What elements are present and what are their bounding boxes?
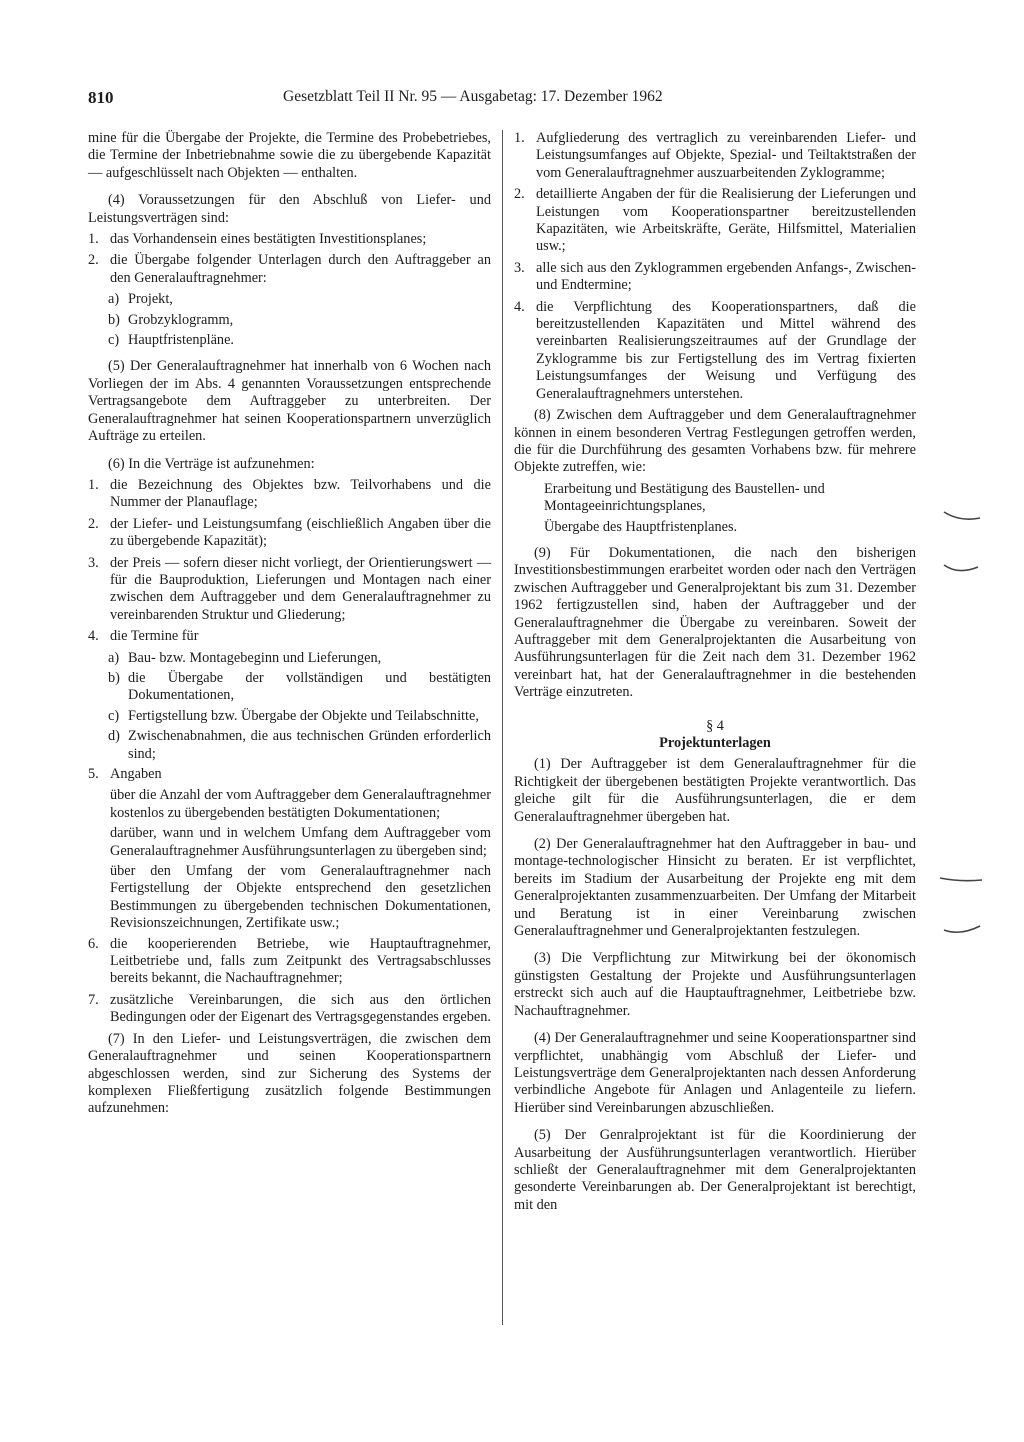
sub-item: c) Hauptfristenpläne. [108,332,234,349]
paragraph-8: (8) Zwischen dem Auftraggeber und dem Generalauftragnehmer können in einem besonderen Vertrag Festlegungen getroffen werden, die für die Durchführung des gesamten Vorhabens bzw. für mehrere Objekte zutreffen, wie: [514,407,916,476]
list-item: 2. der Liefer- und Leistungsumfang (eischließlich Angaben über die zu übergebende Kapazität); [88,515,491,550]
list-item: 1. die Bezeichnung des Objektes bzw. Teilvorhabens und die Nummer der Planauflage; [88,476,491,511]
list-item: 2. die Übergabe folgender Unterlagen durch den Auftraggeber an den Generalauftragnehmer: [88,252,491,286]
paragraph-4: (4) Voraussetzungen für den Abschluß von Liefer- und Leistungsverträgen sind: [88,192,491,226]
sub-item: d) Zwischenabnahmen, die aus technischen Gründen erforderlich sind; [108,728,491,762]
list-item: 2. detaillierte Angaben der für die Realisierung der Lieferungen und Leistungen vom Kooperationspartner bereitzustellenden Kapazitäten, wie Arbeitskräfte, Geräte, Hilfsmittel, Materialien usw.; [514,186,916,255]
list-continuation: über den Umfang der vom Generalauftragnehmer nach Fertigstellung der Objekte entsprechend den gesetzlichen Bestimmungen zu übergebenden technischen Dokumentationen, Revisionszeichnungen, Zertifikate usw.; [110,863,491,932]
section-paragraph-2: (2) Der Generalauftragnehmer hat den Auftraggeber in bau- und montage-technologischer Hinsicht zu beraten. Er ist verpflichtet, bereits im Stadium der Ausarbeitung der Projekte eng mit dem Generalprojektanten zusammenzuarbeiten. Der Umfang der Mitarbeit und Beratung ist in einer Vereinbarung zwischen Generalauftragnehmer und Generalprojektanten festzulegen. [514,836,916,940]
sub-item: b) die Übergabe der vollständigen und bestätigten Dokumentationen, [108,669,491,704]
section-paragraph-1: (1) Der Auftraggeber ist dem Generalauftragnehmer für die Richtigkeit der übergebenen bestätigten Projekte verantwortlich. Das gleiche gilt für die Ausführungsunterlagen, die er dem Generalauftragnehmer übergeben hat. [514,756,916,825]
sub-item: c) Fertigstellung bzw. Übergabe der Objekte und Teilabschnitte, [108,707,479,724]
header-title: Gesetzblatt Teil II Nr. 95 — Ausgabetag: 17. Dezember 1962 [283,88,663,105]
sub-item: a) Bau- bzw. Montagebeginn und Lieferungen, [108,649,382,666]
list-continuation: darüber, wann und in welchem Umfang dem Auftraggeber vom Generalauftragnehmer Ausführungsunterlagen zu übergeben sind; [110,825,491,859]
section-paragraph-3: (3) Die Verpflichtung zur Mitwirkung bei der ökonomisch günstigsten Gestaltung der Projekte und Ausführungsunterlagen erstreckt sich auch auf die Hauptauftragnehmer, Leitbetriebe bzw. Nachauftragnehmer. [514,950,916,1019]
list-item: 1. Aufgliederung des vertraglich zu vereinbarenden Liefer- und Leistungsumfanges auf Objekte, Spezial- und Teiltaktstraßen der vom Generalauftragnehmer auszuarbeitenden Zyklogramme; [514,130,916,181]
page-number: 810 [88,88,114,107]
list-item: 4. die Verpflichtung des Kooperationspartners, daß die bereitzustellenden Kapazitäten und Mittel während des vereinbarten Realisierungszeitraumes auf der Grundlage der Zyklogramme bis zur Fertigstellung des im Vertrag fixierten Leistungsumfanges der Weisung und Verfügung des Generalauftragnehmers unterstehen. [514,298,916,402]
intro-paragraph: mine für die Übergabe der Projekte, die Termine des Probebetriebes, die Termine der Inbetriebnahme sowie die zu übergebende Kapazität — aufgeschlüsselt nach Objekten — enthalten. [88,130,491,181]
paragraph-9: (9) Für Dokumentationen, die nach den bisherigen Investitionsbestimmungen erarbeitet worden oder nach den Verträgen zwischen Auftraggeber und Generalprojektant bis zum 31. Dezember 1962 fertigzustellen sind, haben der Auftraggeber und der Generalauftragnehmer die Übergabe zu vereinbaren. Soweit der Auftraggeber mit dem Generalprojektanten die Ausarbeitung von Ausführungsunterlagen für die Zeit nach dem 31. Dezember 1962 vereinbart hat, hat der Generalauftragnehmer in die bestehenden Verträge einzutreten. [514,544,916,701]
right-column [514,130,916,1218]
page-header [88,88,890,112]
sub-item: a) Projekt, [108,291,173,308]
paragraph-8-line: Erarbeitung und Bestätigung des Baustellen- und Montageeinrichtungsplanes, [544,480,825,515]
paragraph-5: (5) Der Generalauftragnehmer hat innerhalb von 6 Wochen nach Vorliegen der im Abs. 4 genannten Voraussetzungen entsprechende Vertragsangebote dem Auftraggeber zu unterbreiten. Der Generalauftragnehmer hat seinen Kooperationspartnern unverzüglich Aufträge zu erteilen. [88,358,491,445]
margin-mark [940,555,1000,585]
list-item: 5. Angaben [88,766,162,782]
left-column [88,130,491,1122]
paragraph-8-line: Übergabe des Hauptfristenplanes. [544,518,738,535]
list-item: 6. die kooperierenden Betriebe, wie Hauptauftragnehmer, Leitbetriebe und, falls zum Zeitpunkt des Vertragsabschlusses bereits bekannt, die Nachauftragnehmer; [88,935,491,987]
list-item: 1. das Vorhandensein eines bestätigten Investitionsplanes; [88,231,427,248]
list-item: 3. der Preis — sofern dieser nicht vorliegt, der Orientierungswert — für die Bauproduktion, Lieferungen und Montagen nach einer zwischen dem Auftraggeber und dem Generalauftragnehmer zu vereinbarenden Struktur und Gliederung; [88,554,491,623]
section-number: § 4 [706,717,724,734]
margin-mark [936,866,996,896]
column-divider [502,130,503,1325]
paragraph-6: (6) In die Verträge ist aufzunehmen: [108,455,315,472]
list-item: 7. zusätzliche Vereinbarungen, die sich aus den örtlichen Bedingungen oder der Eigenart des Vertragsgegenstandes ergeben. [88,991,491,1026]
list-continuation: über die Anzahl der vom Auftraggeber dem Generalauftragnehmer kostenlos zu übergebenden bestätigten Dokumentationen; [110,787,491,821]
section-title: Projektunterlagen [659,735,771,751]
section-paragraph-4: (4) Der Generalauftragnehmer und seine Kooperationspartner sind verpflichtet, unabhängig vom Abschluß der Liefer- und Leistungsverträge dem Generalprojektanten nach dessen Anforderung verbindliche Angebote für Anlagen und Anlagenteile zu liefern. Hierüber sind Vereinbarungen abzuschließen. [514,1030,916,1116]
list-item: 4. die Termine für [88,628,199,645]
list-item: 3. alle sich aus den Zyklogrammen ergebenden Anfangs-, Zwischen- und Endtermine; [514,259,916,294]
sub-item: b) Grobzyklogramm, [108,311,234,328]
paragraph-7: (7) In den Liefer- und Leistungsverträgen, die zwischen dem Generalauftragnehmer und seinen Kooperationspartnern abgeschlossen werden, sind zur Sicherung des Systems der komplexen Fließfertigung zusätzlich folgende Bestimmungen aufzunehmen: [88,1030,491,1117]
margin-mark [940,500,1000,530]
margin-mark [940,916,1000,946]
section-paragraph-5: (5) Der Genralprojektant ist für die Koordinierung der Ausarbeitung der Ausführungsunterlagen verantwortlich. Hierüber schließt der Generalauftragnehmer mit dem Generalprojektanten gesonderte Vereinbarungen ab. Der Generalprojektant ist berechtigt, mit den [514,1127,916,1213]
